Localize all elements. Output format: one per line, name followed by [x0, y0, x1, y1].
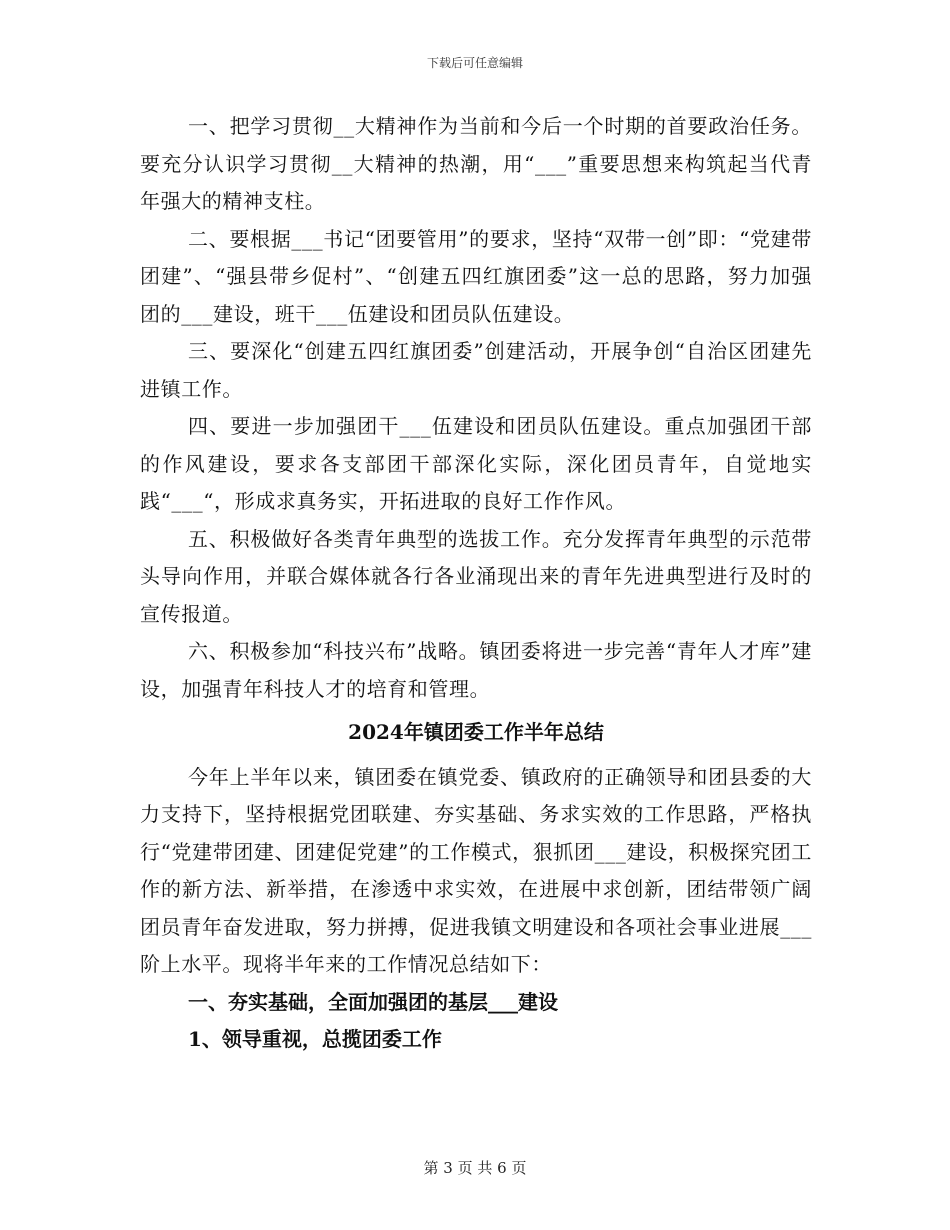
document-body: [140, 108, 812, 1059]
page-header: 下载后可任意编辑: [426, 56, 523, 70]
section-title: 2024年镇团委工作半年总结: [348, 720, 604, 744]
paragraph-item-1: 一、把学习贯彻__大精神作为当前和今后一个时期的首要政治任务。要充分认识学习贯彻__大精神的热潮，用“___”重要思想来构筑起当代青年强大的精神支柱。: [140, 114, 812, 213]
paragraph-item-5: 五、积极做好各类青年典型的选拔工作。充分发挥青年典型的示范带头导向作用，并联合媒体就各行各业涌现出来的青年先进典型进行及时的宣传报道。: [140, 526, 812, 626]
paragraph-item-4: 四、要进一步加强团干___伍建设和团员队伍建设。重点加强团干部的作风建设，要求各支部团干部深化实际，深化团员青年，自觉地实践“___“，形成求真务实，开拓进取的良好工作作风。: [140, 414, 812, 513]
section-heading-2: 1、领导重视，总揽团委工作: [188, 1027, 442, 1051]
paragraph-item-2: 二、要根据___书记“团要管用”的要求，坚持“双带一创”即：“党建带团建”、“强县带乡促村”、“创建五四红旗团委”这一总的思路，努力加强团的___建设，班干___伍建设和团员队伍建设。: [140, 226, 812, 326]
paragraph-item-6: 六、积极参加“科技兴布”战略。镇团委将进一步完善“青年人才库”建设，加强青年科技人才的培育和管理。: [140, 639, 812, 701]
section-heading-1: 一、夯实基础，全面加强团的基层___建设: [188, 989, 558, 1014]
page-footer: 第 3 页 共 6 页: [423, 1159, 527, 1177]
paragraph-item-3: 三、要深化“创建五四红旗团委”创建活动，开展争创“自治区团建先进镇工作。: [140, 339, 812, 401]
section-intro-paragraph: 今年上半年以来，镇团委在镇党委、镇政府的正确领导和团县委的大力支持下，坚持根据党团联建、夯实基础、务求实效的工作思路，严格执行“党建带团建、团建促党建”的工作模式，狠抓团___建设，积极探究团工作的新方法、新举措，在渗透中求实效，在进展中求创新，团结带领广阔团员青年奋发进取，努力拼搏，促进我镇文明建设和各项社会事业进展___阶上水平。现将半年来的工作情况总结如下：: [140, 764, 812, 976]
